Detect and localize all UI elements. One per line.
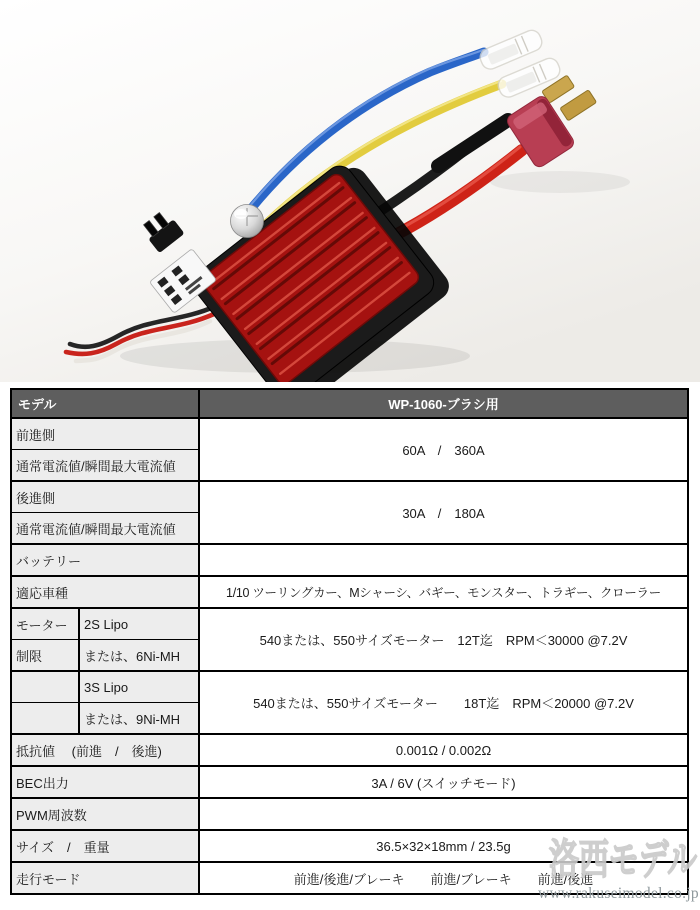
spec-row-battery <box>11 544 688 576</box>
spec-value-battery <box>199 544 688 576</box>
watermark-url: www.rakuseimodel.co.jp <box>538 885 699 902</box>
spec-row-drive-mode <box>11 862 688 894</box>
spec-value-reverse-current: 30A / 180A <box>199 481 688 544</box>
spec-label-empty-2 <box>11 703 79 735</box>
spec-sublabel-9ni-mh: または、9Ni-MH <box>79 703 199 735</box>
product-photo <box>0 0 700 382</box>
spec-value-pwm <box>199 798 688 830</box>
spec-label-size-weight: サイズ / 重量 <box>11 830 199 862</box>
spec-sublabel-3s-lipo: 3S Lipo <box>79 671 199 703</box>
spec-label-forward: 前進側 <box>11 418 199 450</box>
spec-value-bec: 3A / 6V (スイッチモード) <box>199 766 688 798</box>
spec-row-bec <box>11 766 688 798</box>
spec-value-vehicles: 1/10 ツーリングカー、Mシャーシ、バギー、モンスター、トラギー、クローラー <box>199 576 688 608</box>
esc-capacitor <box>231 205 264 238</box>
spec-label-battery: バッテリー <box>11 544 199 576</box>
spec-row-resistance <box>11 734 688 766</box>
spec-value-size-weight: 36.5×32×18mm / 23.5g <box>199 830 688 862</box>
spec-label-vehicles: 適応車種 <box>11 576 199 608</box>
spec-label-bec: BEC出力 <box>11 766 199 798</box>
watermark-logo-text: 洛西モデル <box>549 836 697 883</box>
spec-row-motor-2s <box>11 608 688 640</box>
spec-header-value: WP-1060-ブラシ用 <box>199 389 688 418</box>
spec-row-reverse <box>11 481 688 513</box>
spec-row-motor-3s <box>11 671 688 703</box>
spec-sublabel-6ni-mh: または、6Ni-MH <box>79 640 199 672</box>
spec-label-motor: モーター <box>11 608 79 640</box>
spec-row-forward <box>11 418 688 450</box>
spec-label-empty-1 <box>11 671 79 703</box>
spec-value-drive-mode: 前進/後進/ブレーキ 前進/ブレーキ 前進/後進 <box>199 862 688 894</box>
spec-label-forward-current: 通常電流値/瞬間最大電流値 <box>11 450 199 482</box>
spec-value-motor-2s: 540または、550サイズモーター 12T迄 RPM＜30000 @7.2V <box>199 608 688 671</box>
spec-label-limit: 制限 <box>11 640 79 672</box>
spec-row-size-weight <box>11 830 688 862</box>
spec-row-pwm <box>11 798 688 830</box>
spec-row-header <box>11 389 688 418</box>
spec-label-reverse: 後進側 <box>11 481 199 513</box>
spec-row-vehicles <box>11 576 688 608</box>
spec-table <box>10 388 689 895</box>
spec-label-pwm: PWM周波数 <box>11 798 199 830</box>
spec-header-label: モデル <box>11 389 199 418</box>
spec-label-resistance: 抵抗値 (前進 / 後進) <box>11 734 199 766</box>
connector-shadow <box>490 171 630 193</box>
spec-value-resistance: 0.001Ω / 0.002Ω <box>199 734 688 766</box>
spec-value-motor-3s: 540または、550サイズモーター 18T迄 RPM＜20000 @7.2V <box>199 671 688 734</box>
spec-label-drive-mode: 走行モード <box>11 862 199 894</box>
spec-value-forward-current: 60A / 360A <box>199 418 688 481</box>
spec-label-reverse-current: 通常電流値/瞬間最大電流値 <box>11 513 199 545</box>
spec-sublabel-2s-lipo: 2S Lipo <box>79 608 199 640</box>
